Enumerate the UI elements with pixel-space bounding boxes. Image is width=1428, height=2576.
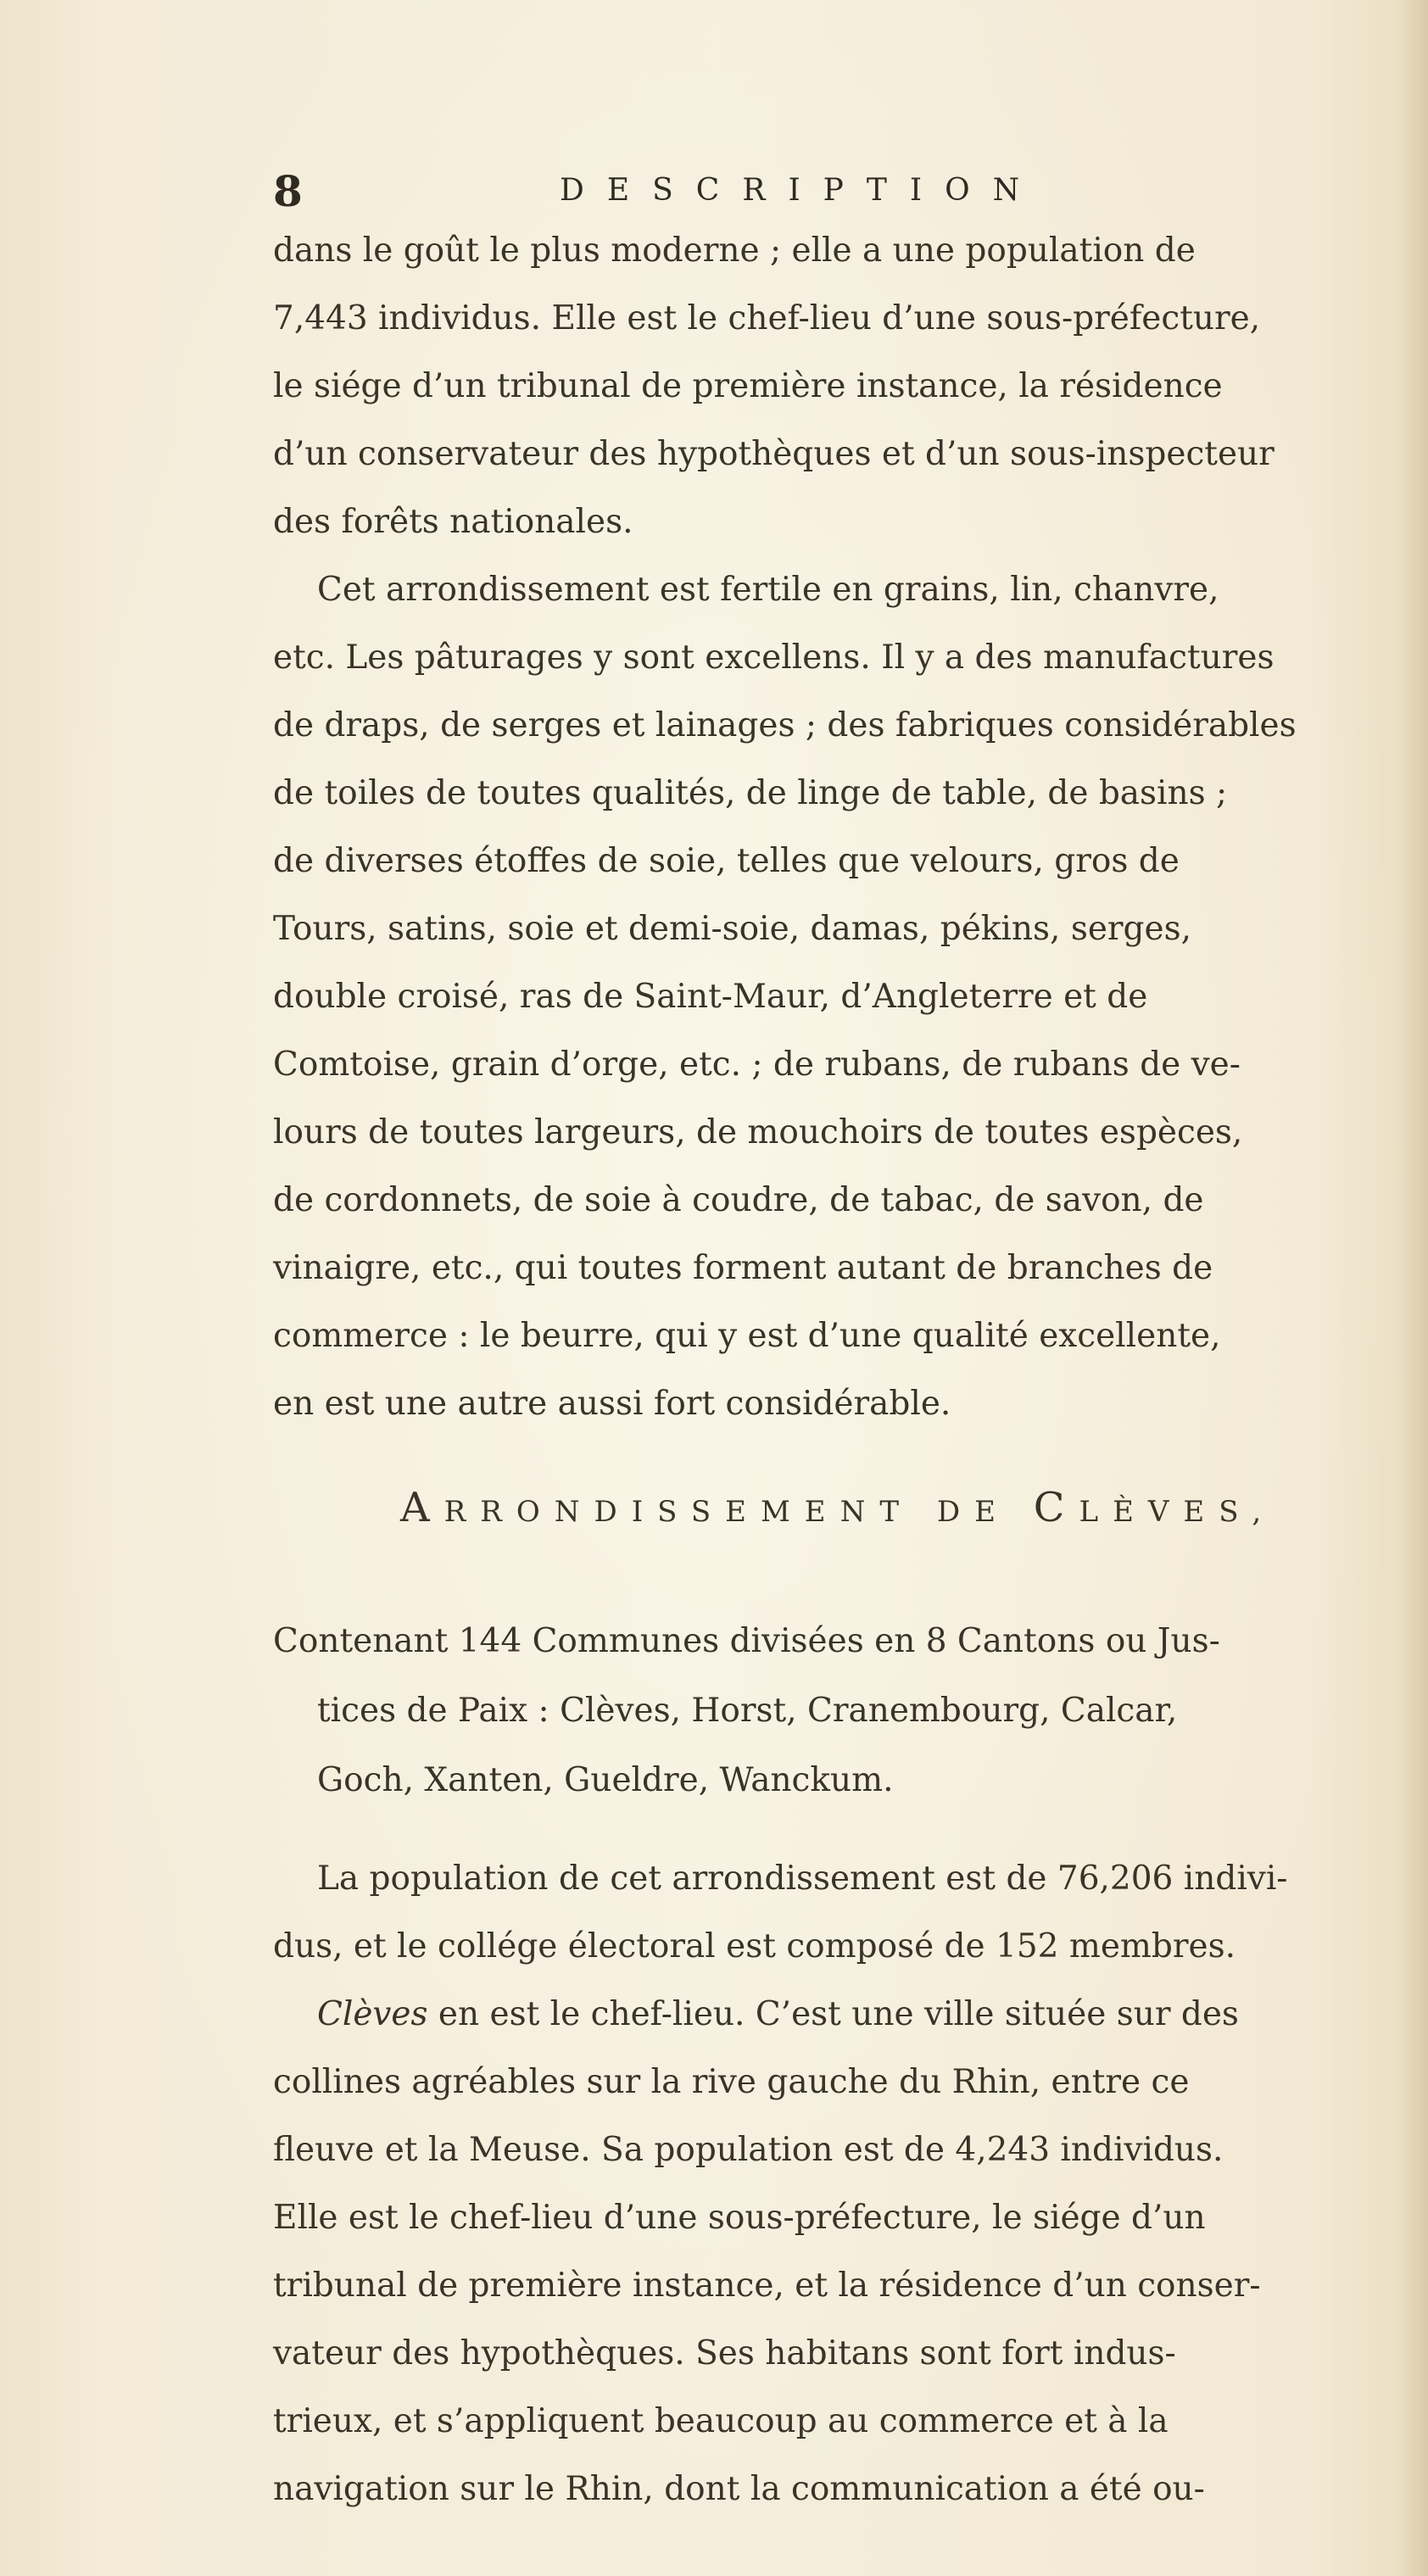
heading-text: RRONDISSEMENT DE [443,1495,1034,1529]
text-line: commerce : le beurre, qui y est d’une qualité excellente, [273,1317,1221,1355]
text-line: vateur des hypothèques. Ses habitans sont fort indus- [273,2334,1176,2372]
text-line: Comtoise, grain d’orge, etc. ; de rubans, de rubans de ve- [273,1045,1241,1084]
text-line: double croisé, ras de Saint-Maur, d’Angleterre et de [273,978,1148,1016]
text-line: collines agréables sur la rive gauche du Rhin, entre ce [273,2063,1190,2101]
text-line: tribunal de première instance, et la résidence d’un conser- [273,2267,1261,2305]
text-line: navigation sur le Rhin, dont la communication a été ou- [273,2470,1205,2508]
page-edge-shadow [1397,0,1428,2576]
text-line: lours de toutes largeurs, de mouchoirs de toutes espèces, [273,1113,1243,1151]
text-line: des forêts nationales. [273,503,633,541]
text-line: Contenant 144 Communes divisées en 8 Cantons ou Jus- [273,1622,1220,1660]
text-line: de diverses étoffes de soie, telles que velours, gros de [273,842,1180,880]
text-line: dans le goût le plus moderne ; elle a une population de [273,231,1196,270]
text-run: en est le chef-lieu. C’est une ville située sur des [427,1995,1239,2033]
text-line: vinaigre, etc., qui toutes forment autant de branches de [273,1249,1213,1287]
text-line: fleuve et la Meuse. Sa population est de 4,243 individus. [273,2131,1224,2169]
text-line: Goch, Xanten, Gueldre, Wanckum. [317,1761,894,1799]
page-number: 8 [273,166,303,216]
heading-initial: A [400,1484,444,1531]
text-line: le siége d’un tribunal de première instance, la résidence [273,367,1223,405]
text-line: d’un conservateur des hypothèques et d’un sous-inspecteur [273,435,1275,473]
section-heading [400,1484,1275,1531]
text-line [317,1993,1239,2037]
text-line: de draps, de serges et lainages ; des fabriques considérables [273,706,1297,744]
place-name: Clèves [317,1995,428,2033]
text-line: Elle est le chef-lieu d’une sous-préfecture, le siége d’un [273,2199,1206,2237]
text-line: Tours, satins, soie et demi-soie, damas, pékins, serges, [273,910,1192,948]
text-line: de cordonnets, de soie à coudre, de tabac, de savon, de [273,1181,1204,1219]
running-head [273,161,1130,220]
text-line: dus, et le collége électoral est composé de 152 membres. [273,1927,1236,1965]
text-line: etc. Les pâturages y sont excellens. Il y a des manufactures [273,638,1275,677]
heading-initial: C [1033,1484,1079,1531]
text-line: tices de Paix : Clèves, Horst, Cranembourg, Calcar, [317,1692,1178,1730]
text-line: La population de cet arrondissement est de 76,206 indivi- [317,1860,1288,1898]
text-line: trieux, et s’appliquent beaucoup au commerce et à la [273,2402,1169,2440]
text-line: en est une autre aussi fort considérable. [273,1385,951,1423]
text-line: 7,443 individus. Elle est le chef-lieu d’une sous-préfecture, [273,299,1261,337]
heading-text: LÈVES, [1079,1495,1276,1529]
text-line: de toiles de toutes qualités, de linge de table, de basins ; [273,774,1228,812]
text-line: Cet arrondissement est fertile en grains, lin, chanvre, [317,571,1219,609]
running-title: DESCRIPTION [560,173,1043,208]
